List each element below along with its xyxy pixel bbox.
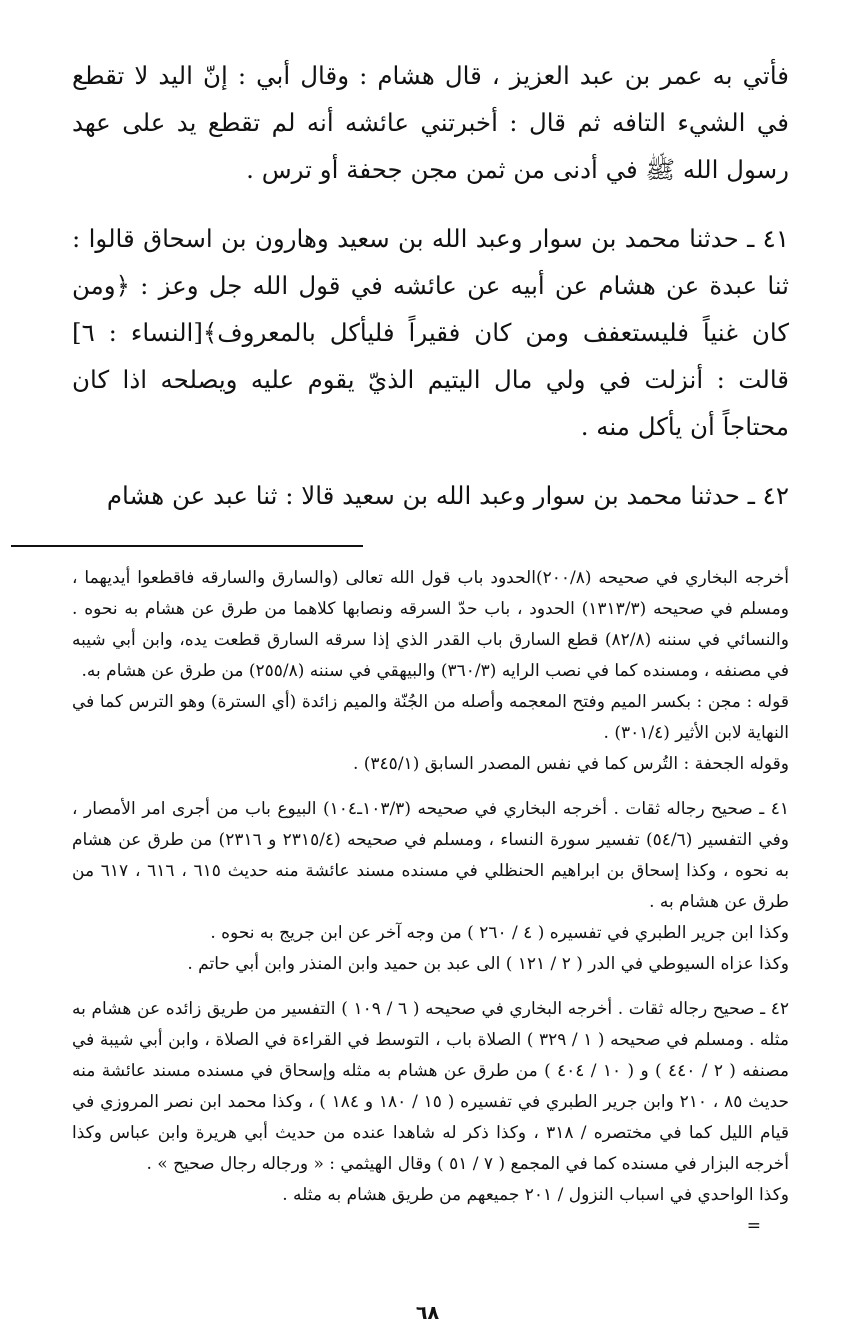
main-paragraph: فأتي به عمر بن عبد العزيز ، قال هشام : وقال أبي : إنّ اليد لا تقطع في الشيء التافه ثم قال : أخبرتني عائشه أنه لم تقطع يد على عهد رسول الله ﷺ في أدنى من ثمن مجن جحفة أو ترس .	[72, 61, 789, 184]
footnote-line: وقوله الجحفة : التُرس كما في نفس المصدر السابق (٣٤٥/١) .	[352, 754, 789, 774]
footnotes	[72, 563, 789, 1242]
footnote-line: وكذا الواحدي في اسباب النزول / ٢٠١ جميعهم من طريق هشام به مثله .	[282, 1185, 789, 1205]
footnote-line: ٤١ ـ صحيح رجاله ثقات . أخرجه البخاري في صحيحه (١٠٣/٣ـ١٠٤) البيوع باب من أجرى امر الأمصار ، وفي التفسير (٥٤/٦) تفسير سورة النساء ، ومسلم في صحيحه (٢٣١٥/٤ و ٢٣١٦) من طرق عن هشام به نحوه ، وكذا إسحاق بن ابراهيم الحنظلي في مسنده مسند عائشة منه حديث ٦١٥ ، ٦١٦ ، ٦١٧ من طرق عن هشام به .	[72, 799, 790, 912]
continuation-mark: =	[746, 1216, 761, 1236]
footnote-line: قوله : مجن : بكسر الميم وفتح المعجمه وأصله من الجُنّة والميم زائدة (أي السترة) وهو الترس كما في النهاية لابن الأثير (٣٠١/٤) .	[72, 692, 789, 743]
footnote-line: وكذا عزاه السيوطي في الدر ( ٢ / ١٢١ ) الى عبد بن حميد وابن المنذر وابن أبي حاتم .	[187, 954, 789, 974]
page-number: ٦٨	[415, 1302, 440, 1324]
hadith-42: ٤٢ ـ حدثنا محمد بن سوار وعبد الله بن سعيد قالا : ثنا عبد عن هشام	[106, 481, 789, 510]
footnote-block-41	[72, 794, 789, 980]
footnote-line: أخرجه البخاري في صحيحه (٢٠٠/٨)الحدود باب قول الله تعالى (والسارق والسارقه فاقطعوا أيديهما ، ومسلم في صحيحه (١٣١٣/٣) الحدود ، باب حدّ السرقه ونصابها كلاهما من طرق عن هشام به نحوه . والنسائي في سننه (٨٢/٨) قطع السارق باب القدر الذي إذا سرقه السارق قطعت يده، وابن أبي شيبه في مصنفه ، ومسنده كما في نصب الرايه (٣٦٠/٣) والبيهقي في سننه (٢٥٥/٨) من طرق عن هشام به.	[72, 568, 789, 681]
main-text	[72, 52, 789, 519]
footnote-line: وكذا ابن جرير الطبري في تفسيره ( ٤ / ٢٦٠ ) من وجه آخر عن ابن جريج به نحوه .	[210, 923, 789, 943]
footnote-block-42	[72, 994, 789, 1242]
hadith-41: ٤١ ـ حدثنا محمد بن سوار وعبد الله بن سعيد وهارون بن اسحاق قالوا : ثنا عبدة عن هشام عن أبيه عن عائشه في قول الله جل وعز : ﴿ومن كان غنياً فليستعفف ومن كان فقيراً فليأكل بالمعروف﴾[النساء : ٦] قالت : أنزلت في ولي مال اليتيم الذيّ يقوم عليه ويصلحه اذا كان محتاجاً أن يأكل منه .	[72, 224, 789, 441]
footnote-line: ٤٢ ـ صحيح رجاله ثقات . أخرجه البخاري في صحيحه ( ٦ / ١٠٩ ) التفسير من طريق زائده عن هشام به مثله . ومسلم في صحيحه ( ١ / ٣٢٩ ) الصلاة باب ، التوسط في القراءة في الصلاة ، وابن أبي شيبة في مصنفه ( ٢ / ٤٤٠ ) و ( ١٠ / ٤٠٤ ) من طرق عن هشام به مثله وإسحاق في مسنده مسند عائشة منه حديث ٨٥ ، ٢١٠ وابن جرير الطبري في تفسيره ( ١٥ / ١٨٠ و ١٨٤ ) ، وكذا محمد ابن نصر المروزي في قيام الليل كما في مختصره / ٣١٨ ، وكذا ذكر له شاهدا عنده من حديث أبي هريرة وابن عباس وكذا أخرجه البزار في مسنده كما في المجمع ( ٧ / ٥١ ) وقال الهيثمي : « ورجاله رجال صحيح » .	[72, 999, 790, 1174]
footnote-separator	[11, 545, 363, 547]
footnote-block-40	[72, 563, 789, 780]
